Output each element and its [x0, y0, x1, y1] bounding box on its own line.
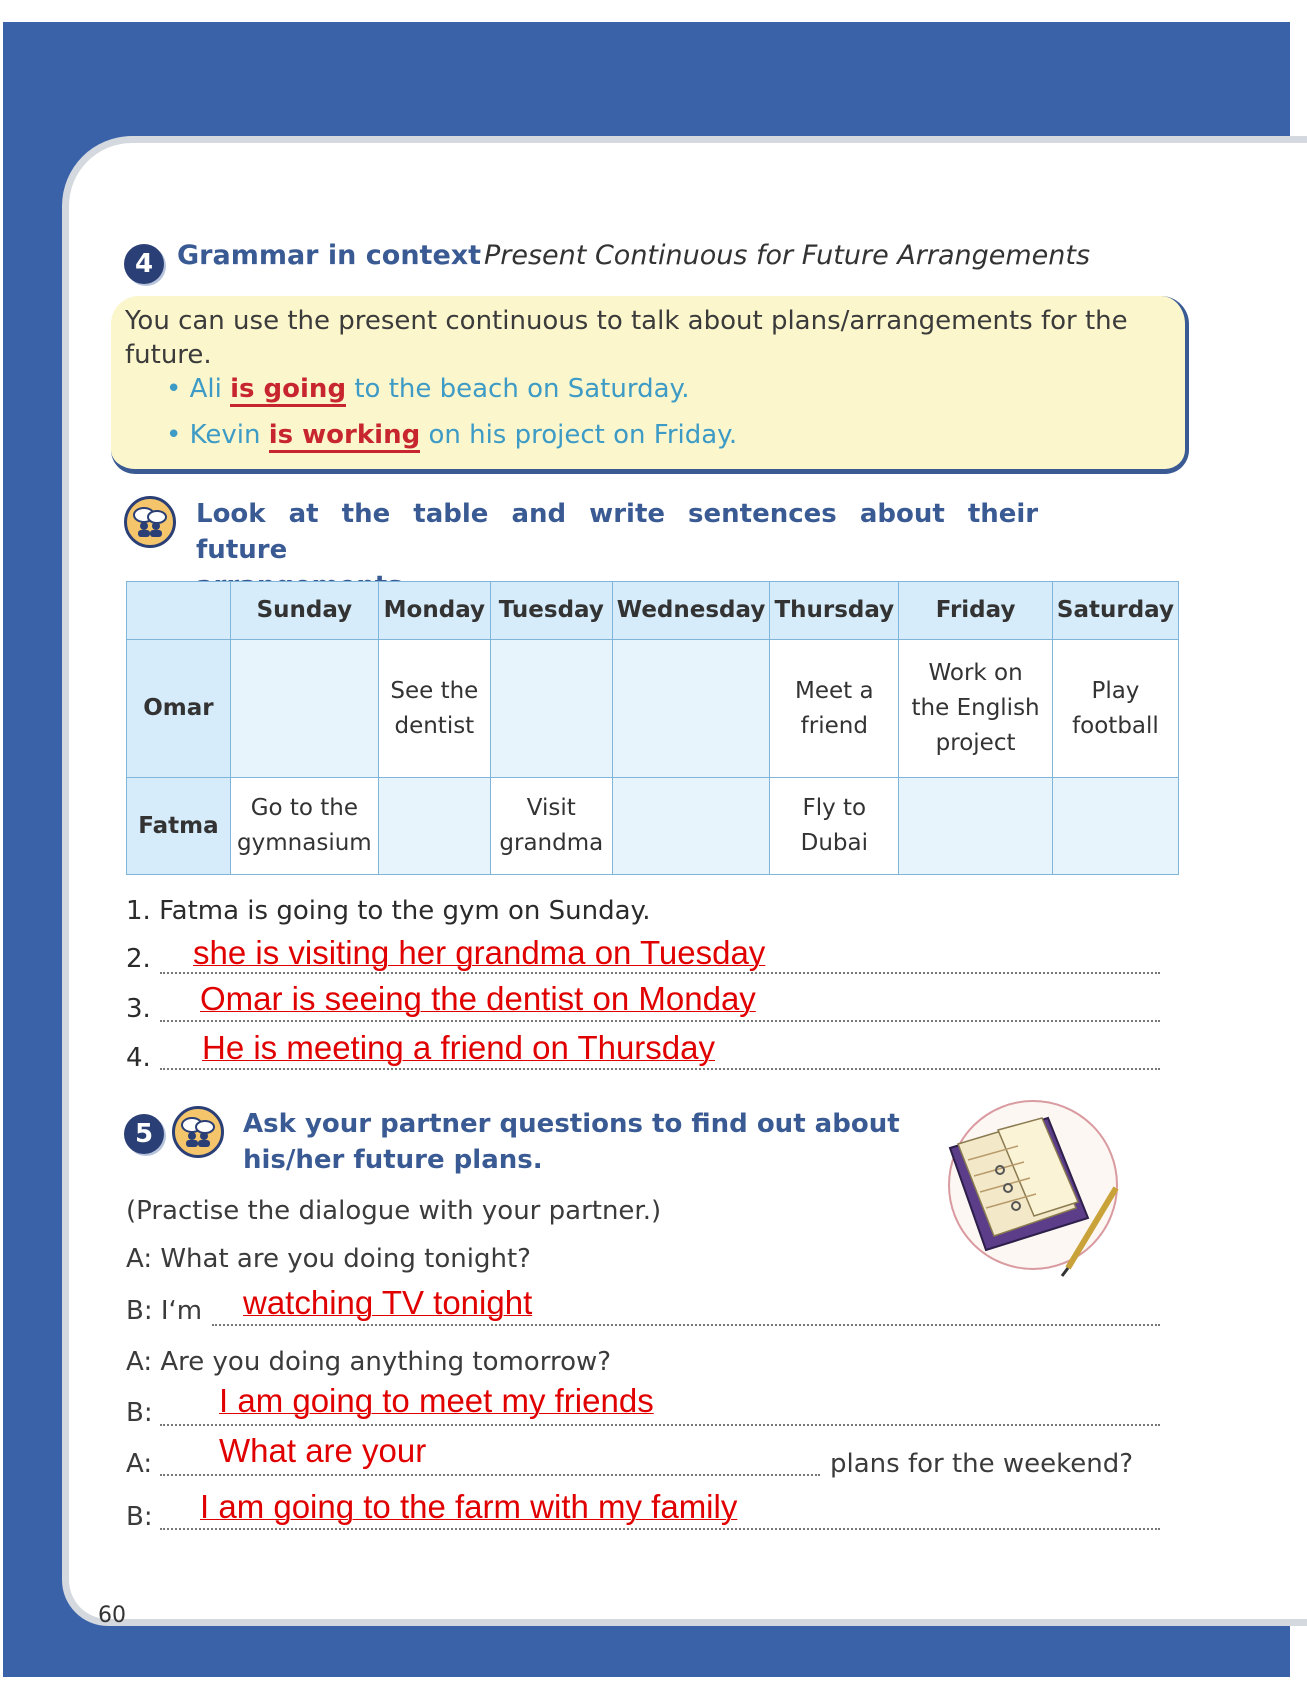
section-5-instruction	[243, 1106, 900, 1178]
table-cell: Go to the gymnasium	[230, 778, 378, 875]
table-header-row	[127, 582, 1179, 640]
answer-line	[160, 1474, 820, 1476]
example-2-pre: • Kevin	[166, 420, 269, 450]
dialogue-a3-suffix: plans for the weekend?	[830, 1449, 1134, 1479]
answer-a3[interactable]: What are your	[219, 1432, 427, 1469]
example-2-post: on his project on Friday.	[420, 420, 738, 450]
table-header-cell: Wednesday	[612, 582, 770, 640]
table-cell	[612, 640, 770, 778]
dialogue-b1-prefix: B: I‘m	[126, 1296, 203, 1326]
table-header-cell: Thursday	[770, 582, 899, 640]
sentence-3-number: 3.	[126, 994, 151, 1024]
row-name-cell: Fatma	[127, 778, 231, 875]
answer-2[interactable]: she is visiting her grandma on Tuesday	[193, 934, 766, 971]
page-number: 60	[98, 1603, 126, 1628]
speaking-icon	[124, 496, 176, 548]
section-4-subtitle: Present Continuous for Future Arrangements	[484, 240, 1091, 271]
answer-line	[160, 1068, 1160, 1070]
table-cell	[378, 778, 490, 875]
table-cell: Meet a friend	[770, 640, 899, 778]
table-cell	[612, 778, 770, 875]
example-1-post: to the beach on Saturday.	[346, 374, 690, 404]
instruction-line-1: Look at the table and write sentences about their future	[196, 499, 1039, 565]
answer-line	[212, 1324, 1160, 1326]
dialogue-b3-prefix: B:	[126, 1502, 153, 1532]
table-header-cell: Saturday	[1052, 582, 1178, 640]
example-1-pre: • Ali	[166, 374, 231, 404]
speaking-icon	[172, 1106, 224, 1158]
table-cell: Work on the English project	[899, 640, 1053, 778]
table-cell	[899, 778, 1053, 875]
answer-line	[160, 1424, 1160, 1426]
dialogue-q2: A: Are you doing anything tomorrow?	[126, 1347, 612, 1377]
example-1-highlight: is going	[230, 374, 346, 407]
sentence-1: 1. Fatma is going to the gym on Sunday.	[126, 896, 651, 926]
planner-illustration	[938, 1090, 1128, 1280]
answer-b1[interactable]: watching TV tonight	[243, 1284, 533, 1321]
rule-line-2: future.	[125, 340, 212, 370]
table-cell: Fly to Dubai	[770, 778, 899, 875]
rule-line-1: You can use the present continuous to talk about plans/arrangements for the	[125, 306, 1128, 336]
table-header-cell: Friday	[899, 582, 1053, 640]
dialogue-q1: A: What are you doing tonight?	[126, 1244, 531, 1274]
instruction-line-1: Ask your partner questions to find out about	[243, 1109, 900, 1139]
table-row	[127, 640, 1179, 778]
example-1	[166, 374, 689, 404]
answer-line	[160, 972, 1160, 974]
section-4-title: Grammar in context	[177, 240, 482, 271]
example-2-highlight: is working	[269, 420, 420, 453]
table-cell: Visit grandma	[490, 778, 612, 875]
table-cell: Play football	[1052, 640, 1178, 778]
dialogue-a3-prefix: A:	[126, 1449, 153, 1479]
answer-4[interactable]: He is meeting a friend on Thursday	[202, 1029, 715, 1066]
table-header-cell	[127, 582, 231, 640]
instruction-line-2: his/her future plans.	[243, 1145, 543, 1175]
table-cell	[490, 640, 612, 778]
row-name-cell: Omar	[127, 640, 231, 778]
answer-3[interactable]: Omar is seeing the dentist on Monday	[200, 980, 756, 1017]
table-header-cell: Monday	[378, 582, 490, 640]
answer-b3[interactable]: I am going to the farm with my family	[200, 1488, 738, 1525]
table-cell: See the dentist	[378, 640, 490, 778]
section-4-number: 4	[124, 244, 164, 284]
table-header-cell: Tuesday	[490, 582, 612, 640]
answer-line	[160, 1528, 1160, 1530]
rule-text	[125, 304, 1175, 372]
section-5-number: 5	[124, 1114, 164, 1154]
answer-line	[160, 1020, 1160, 1022]
schedule-table	[126, 581, 1179, 875]
sentence-2-number: 2.	[126, 944, 151, 974]
table-cell	[230, 640, 378, 778]
grammar-rule-box	[111, 296, 1189, 474]
table-header-cell: Sunday	[230, 582, 378, 640]
table-row	[127, 778, 1179, 875]
sentence-4-number: 4.	[126, 1043, 151, 1073]
table-cell	[1052, 778, 1178, 875]
example-2	[166, 420, 737, 450]
dialogue-b2-prefix: B:	[126, 1398, 153, 1428]
answer-b2[interactable]: I am going to meet my friends	[219, 1382, 654, 1419]
practise-instruction: (Practise the dialogue with your partner.)	[126, 1196, 662, 1226]
